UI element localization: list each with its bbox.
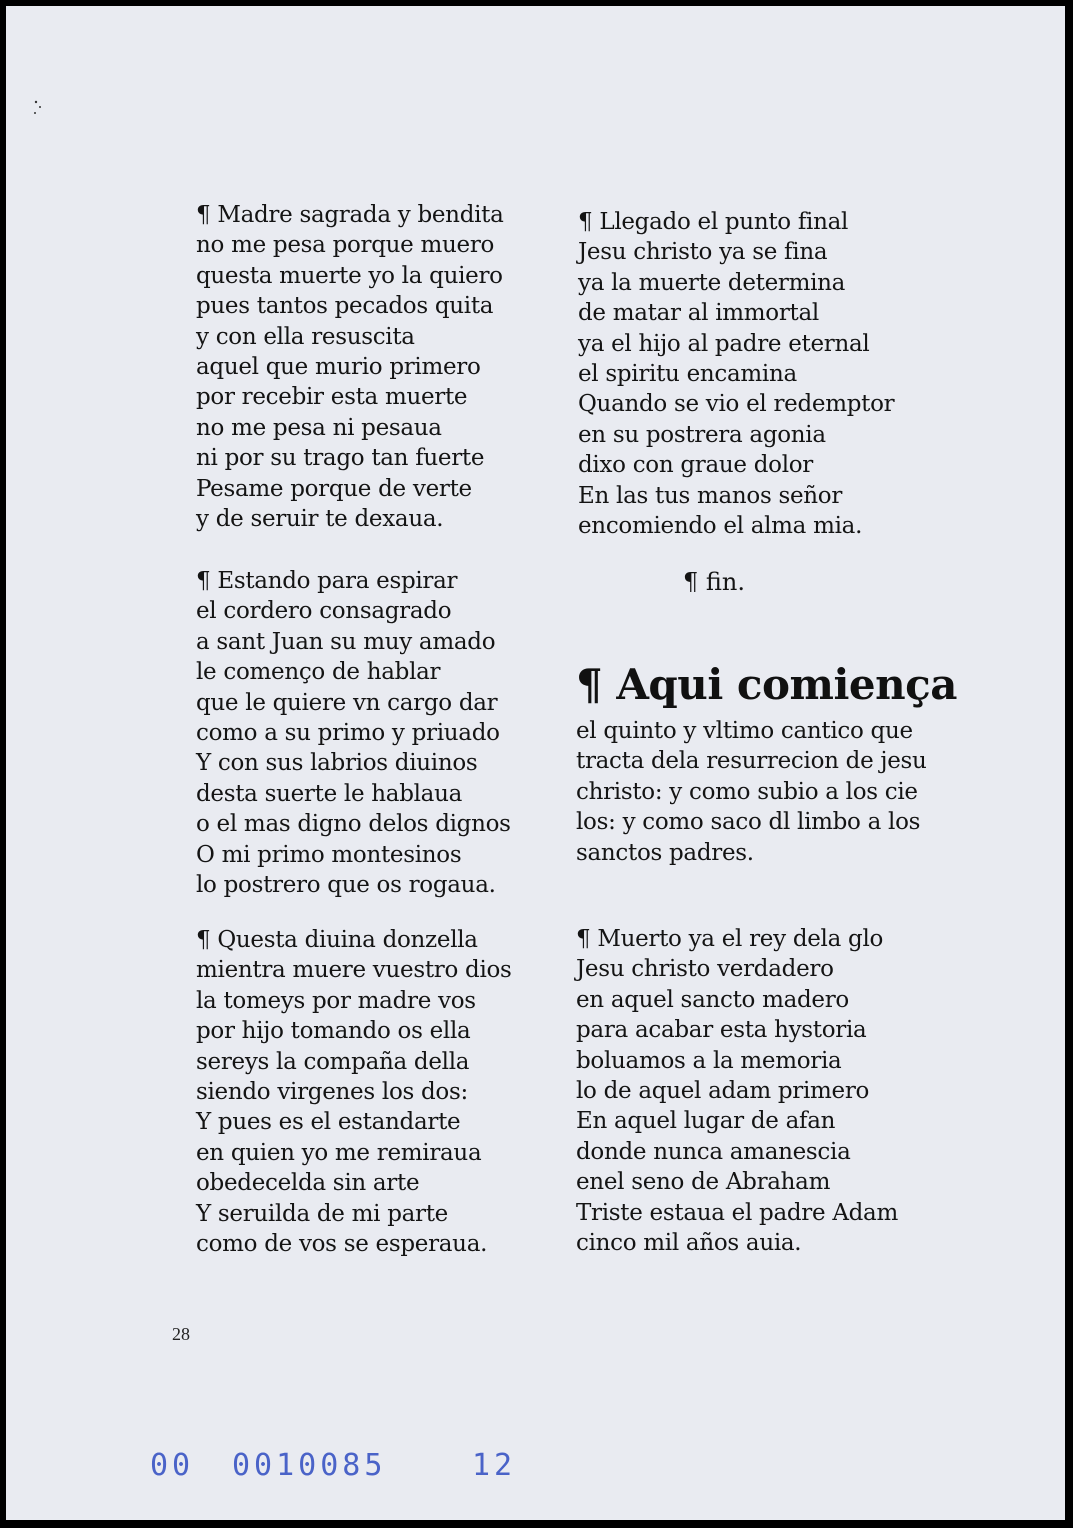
verse-line: o el mas digno delos dignos <box>196 811 511 838</box>
verse-line: cinco mil años auia. <box>576 1230 802 1257</box>
verse-line: ¶ Llegado el punto final <box>578 209 849 235</box>
stanza-left-3 <box>196 925 512 1259</box>
verse-line: Quando se vio el redemptor <box>578 391 895 418</box>
verse-line: Pesame porque de verte <box>196 475 472 502</box>
verse-line: para acabar esta hystoria <box>576 1017 867 1044</box>
verse-line: desta suerte le hablaua <box>196 780 463 807</box>
archive-stamp-part-2: 0010085 <box>232 1448 387 1483</box>
rubric-line: los: y como saco dl limbo a los <box>576 809 921 836</box>
verse-line: y con ella resuscita <box>196 323 415 350</box>
verse-line: enel seno de Abraham <box>576 1169 831 1196</box>
verse-line: Y pues es el estandarte <box>196 1109 461 1136</box>
verse-line: ya el hijo al padre eternal <box>578 330 870 357</box>
verse-line: boluamos a la memoria <box>576 1047 842 1074</box>
rubric-paragraph <box>576 716 927 868</box>
verse-line: lo postrero que os rogaua. <box>196 872 496 899</box>
page-number: 28 <box>172 1324 190 1344</box>
verse-line: obedecelda sin arte <box>196 1170 420 1197</box>
verse-line: pues tantos pecados quita <box>196 293 494 320</box>
verse-line: como de vos se esperaua. <box>196 1231 488 1258</box>
verse-line: Y con sus labrios diuinos <box>196 750 478 777</box>
verse-line: ¶ Questa diuina donzella <box>196 927 478 953</box>
stanza-right-1 <box>578 207 894 541</box>
verse-line: dixo con graue dolor <box>578 452 813 479</box>
verse-line: de matar al immortal <box>578 300 819 327</box>
verse-line: en su postrera agonia <box>578 421 826 448</box>
verse-line: siendo virgenes los dos: <box>196 1079 468 1106</box>
rubric-line: el quinto y vltimo cantico que <box>576 718 913 744</box>
verse-line: O mi primo montesinos <box>196 841 462 868</box>
fin-marker: ¶ fin. <box>683 568 745 596</box>
verse-line: sereys la compaña della <box>196 1048 470 1075</box>
verse-line: lo de aquel adam primero <box>576 1078 870 1105</box>
section-heading: ¶ Aqui comiença <box>576 660 957 709</box>
verse-line: le començo de hablar <box>196 659 441 686</box>
verse-line: el cordero consagrado <box>196 598 452 625</box>
verse-line: ya la muerte determina <box>578 269 846 296</box>
verse-line: ni por su trago tan fuerte <box>196 445 485 472</box>
verse-line: en quien yo me remiraua <box>196 1139 482 1166</box>
verse-line: En las tus manos señor <box>578 482 843 509</box>
verse-line: a sant Juan su muy amado <box>196 628 496 655</box>
stanza-left-2 <box>196 566 511 900</box>
verse-line: por hijo tomando os ella <box>196 1018 471 1045</box>
rubric-line: sanctos padres. <box>576 839 754 866</box>
rubric-line: christo: y como subio a los cie <box>576 778 918 805</box>
verse-line: no me pesa porque muero <box>196 232 495 259</box>
verse-line: encomiendo el alma mia. <box>578 513 863 540</box>
verse-line: por recebir esta muerte <box>196 384 468 411</box>
archive-stamp-part-3: 12 <box>472 1448 517 1483</box>
verse-line: Jesu christo ya se fina <box>578 239 828 266</box>
verse-line: no me pesa ni pesaua <box>196 414 442 441</box>
archive-stamp-part-1: 00 <box>150 1448 195 1483</box>
verse-line: Jesu christo verdadero <box>576 956 834 983</box>
verse-line: questa muerte yo la quiero <box>196 262 503 289</box>
verse-line: como a su primo y priuado <box>196 720 500 747</box>
verse-line: mientra muere vuestro dios <box>196 957 512 984</box>
stanza-left-1 <box>196 200 504 534</box>
verse-line: Triste estaua el padre Adam <box>576 1199 898 1226</box>
stanza-right-3 <box>576 924 898 1258</box>
verse-line: en aquel sancto madero <box>576 986 849 1013</box>
verse-line: Y seruilda de mi parte <box>196 1200 448 1227</box>
verse-line: y de seruir te dexaua. <box>196 506 444 533</box>
verse-line: En aquel lugar de afan <box>576 1108 836 1135</box>
verse-line: el spiritu encamina <box>578 361 797 388</box>
verse-line: ¶ Muerto ya el rey dela glo <box>576 926 884 952</box>
verse-line: la tomeys por madre vos <box>196 987 476 1014</box>
rubric-line: tracta dela resurrecion de jesu <box>576 748 927 775</box>
verse-line: donde nunca amanescia <box>576 1138 851 1165</box>
verse-line: ¶ Estando para espirar <box>196 568 458 594</box>
verse-line: aquel que murio primero <box>196 354 481 381</box>
verse-line: que le quiere vn cargo dar <box>196 689 498 716</box>
scan-specks <box>28 34 58 134</box>
verse-line: ¶ Madre sagrada y bendita <box>196 202 504 228</box>
